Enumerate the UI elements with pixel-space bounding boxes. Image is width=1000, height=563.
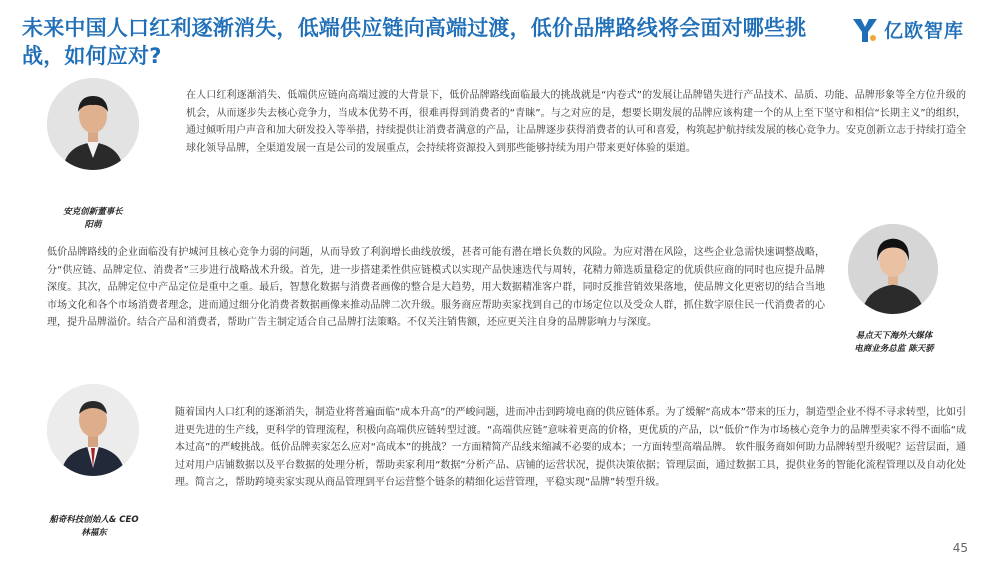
speaker-2-quote: 低价品牌路线的企业面临没有护城河且核心竞争力弱的问题，从而导致了利润增长曲线放缓，甚者可能有潜在增长负数的风险。为应对潜在风险，这些企业急需快速调整战略，分“供应链、品牌定位、消费者”三步进行战略战术升级。首先，进一步搭建柔性供应链模式以实现产品快速迭代与周转，花精力筛选质量稳定的优质供应商的同时也应提升品牌深度。其次，品牌定位中产品定位是重中之重。最后，智慧化数据与消费者画像的整合是大趋势，用大数据精准客户群，同时反推营销效果落地，使品牌文化更密切的结合当地市场文化和各个市场消费者理念，进而通过细分化消费者数据画像来推动品牌二次升级。服务商应帮助卖家找到自己的市场定位以及受众人群，抓住数字原住民一代消费者的心理，提升品牌溢价。结合产品和消费者，帮助广告主制定适合自己品牌打法策略。不仅关注销售额，还应更关注自身的品牌影响力与深度。 bbox=[47, 247, 825, 328]
speaker-3-quote: 随着国内人口红利的逐渐消失，制造业将普遍面临“成本升高”的严峻问题，进而冲击到跨境电商的供应链体系。为了缓解“高成本”带来的压力，制造型企业不得不寻求转型，比如引进更先进的生产线，更科学的管理流程，积极向高端供应链转型过渡。“高端供应链”意味着更高的价格，更优质的产品，以“低价”作为市场核心竞争力的品牌型卖家不得不面临“成本过高”的严峻挑战。低价品牌卖家怎么应对“高成本”的挑战？一方面精简产品线来缩减不必要的成本；一方面转型高端品牌。 软件服务商如何助力品牌转型升级呢？运营层面，通过对用户店铺数据以及平台数据的处理分析，帮助卖家利用“数据”分析产品、店铺的运营状况，提供决策依据；管理层面，通过数据工具，提供业务的智能化流程管理以及自动化处理。简言之，帮助跨境卖家实现从商品管理到平台运营整个链条的精细化运营管理，平稳实现“品牌”转型升级。 bbox=[175, 407, 966, 488]
speaker-1-quote: 在人口红利逐渐消失、低端供应链向高端过渡的大背景下，低价品牌路线面临最大的挑战就是“内卷式”的发展让品牌错失进行产品技术、品质、功能、品牌形象等全方位升级的机会，从而逐步失去核心竞争力，当成本优势不再，很难再得到消费者的“青睐”。与之对应的是，想要长期发展的品牌应该构建一个的从上至下坚守和相信“长期主义”的组织，通过倾听用户声音和加大研发投入等举措，持续提供让消费者满意的产品，让品牌逐步获得消费者的认可和喜爱，构筑起护航持续发展的核心竞争力。安克创新立志于持续打造全球化领导品牌，全渠道发展一直是公司的发展重点，会持续将资源投入到那些能够持续为用户带来更好体验的渠道。 bbox=[186, 90, 966, 154]
page-number: 45 bbox=[952, 541, 968, 555]
speaker-3-title: 船奇科技创始人& CEO bbox=[49, 515, 139, 525]
speaker-2-caption bbox=[832, 330, 956, 356]
speaker-1-title: 安克创新董事长 bbox=[63, 207, 123, 217]
speaker-3-name: 林福东 bbox=[81, 528, 107, 538]
logo-text: 亿欧智库 bbox=[884, 20, 965, 42]
speaker-3-caption bbox=[34, 514, 154, 540]
page-title: 未来中国人口红利逐渐消失，低端供应链向高端过渡，低价品牌路线将会面对哪些挑战，如何应对? bbox=[22, 16, 807, 68]
speaker-1-photo bbox=[47, 78, 139, 170]
speaker-2-photo bbox=[848, 224, 938, 314]
speaker-2-title: 易点天下海外大媒体 bbox=[855, 331, 933, 341]
speaker-1-name: 阳萌 bbox=[84, 220, 102, 230]
person-photo-icon bbox=[47, 78, 139, 170]
speaker-3-photo bbox=[47, 384, 139, 476]
speaker-2-name: 电商业务总监 陈天骄 bbox=[854, 344, 934, 354]
person-photo-icon bbox=[47, 384, 139, 476]
logo bbox=[850, 15, 990, 45]
speaker-1-caption bbox=[40, 206, 146, 232]
person-photo-icon bbox=[848, 224, 938, 314]
logo-mark-icon bbox=[850, 15, 880, 45]
